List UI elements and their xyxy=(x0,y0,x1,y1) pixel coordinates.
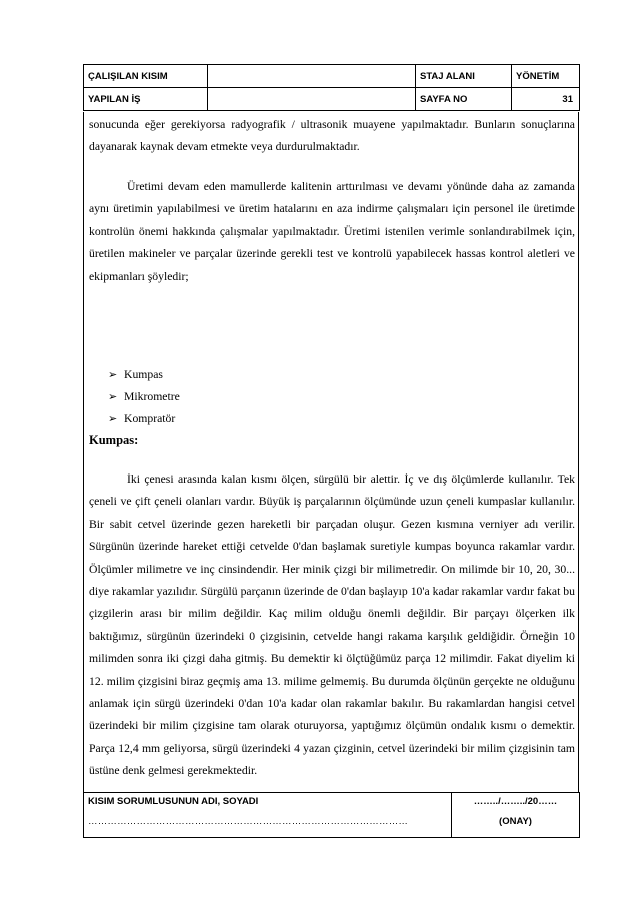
header-row-work xyxy=(84,88,580,111)
header-table xyxy=(83,64,580,111)
header-row-section xyxy=(84,65,580,88)
section-value xyxy=(208,65,416,88)
work-done-label: YAPILAN İŞ xyxy=(84,88,208,111)
list-item xyxy=(108,364,180,386)
page-number-label: SAYFA NO xyxy=(416,88,512,111)
approval-date: ……../……../20…… xyxy=(473,796,558,807)
list-item xyxy=(108,408,180,430)
responsible-label: KISIM SORUMLUSUNUN ADI, SOYADI xyxy=(88,796,259,807)
arrow-bullet-icon: ➢ xyxy=(108,390,118,403)
paragraph-caliper: İki çenesi arasında kalan kısmı ölçen, sürgülü bir alettir. İç ve dış ölçümlerde kullanılır. Tek çeneli ve çift çeneli olanları vardır. Büyük iş parçalarının ölçümünde uzun çeneli kumpaslar kullanılır. Bir sabit cetvel üzerinde gezen hareketli bir parçadan oluşur. Gezen kısmına verniyer adı verilir. Sürgünün üzerinde hareket ettiği cetvelde 0'dan başlamak suretiyle kumpas boyunca rakamlar vardır. Ölçümler milimetre ve inç cinsindendir. Her minik çizgi bir milimetredir. On milimde bir 10, 20, 30... diye rakamlar yazılıdır. Sürgülü parçanın üzerinde de 0'dan başlayıp 10'a kadar rakamlar vardır fakat bu çizgilerin arası bir milim değildir. Kaç milim olduğu önemli değildir. Bir parçayı ölçerken ilk baktığımız, sürgünün üzerindeki 0 çizgisinin, cetvelde hangi rakama karşılık geldiğidir. Örneğin 10 milimden sonra iki çizgi daha gitmiş. Bu demektir ki ölçtüğümüz parça 12 milimdir. Fakat diyelim ki 12. milim çizgisini biraz geçmiş ama 13. milime gelmemiş. Bu durumda ölçünün gerçekte ne olduğunu anlamak için sürgü üzerindeki 0'dan 10'a kadar olan rakamlar bakılır. Bu rakamlardan hangisi cetvel üzerindeki bir milim çizgisine tam olarak oturuyorsa, yaptığımız ölçümün ondalık kısmı o demektir. Parça 12,4 mm geliyorsa, sürgü üzerindeki 4 yazan çizginin, cetvel üzerindeki bir milim çizgisinin tam üstüne denk gelmesi gerekmektedir. xyxy=(89,473,575,778)
paragraph-intro: sonucunda eğer gerekiyorsa radyografik / ultrasonik muayene yapılmaktadır. Bunların sonuçlarına dayanarak kaynak devam etmekte veya durdurulmaktadır. xyxy=(89,118,575,154)
internship-area-label: STAJ ALANI xyxy=(416,65,512,88)
list-item-label: Kompratör xyxy=(124,412,176,425)
approval-label: (ONAY) xyxy=(499,816,532,827)
responsible-signature-line: ……………………………………………………………………………………… xyxy=(88,816,409,827)
tools-list xyxy=(108,364,180,430)
page-number-value: 31 xyxy=(512,88,580,111)
arrow-bullet-icon: ➢ xyxy=(108,368,118,381)
content-box xyxy=(83,112,579,793)
list-item-label: Mikrometre xyxy=(124,390,180,403)
list-item xyxy=(108,386,180,408)
section-label: ÇALIŞILAN KISIM xyxy=(84,65,208,88)
section-heading: Kumpas: xyxy=(89,433,139,447)
footer-table xyxy=(83,792,580,838)
approval-cell xyxy=(452,793,580,838)
arrow-bullet-icon: ➢ xyxy=(108,412,118,425)
work-done-value xyxy=(208,88,416,111)
document-page xyxy=(83,64,579,844)
internship-area-value: YÖNETİM xyxy=(512,65,580,88)
responsible-cell xyxy=(84,793,452,838)
paragraph-quality: Üretimi devam eden mamullerde kalitenin arttırılması ve devamı yönünde daha az zamanda aynı üretimin yapılabilmesi ve üretim hatalarını en aza indirme çalışmaları için personel ile üretimde kontrolün önemi hakkında çalışmalar yapılmaktadır. Üretimi istenilen verimle sonlandırabilmek için, üretilen makineler ve parçalar üzerinde gerekli test ve kontrolü yapabilecek hassas kontrol aletleri ve ekipmanları şöyledir; xyxy=(89,180,575,283)
list-item-label: Kumpas xyxy=(124,368,163,381)
